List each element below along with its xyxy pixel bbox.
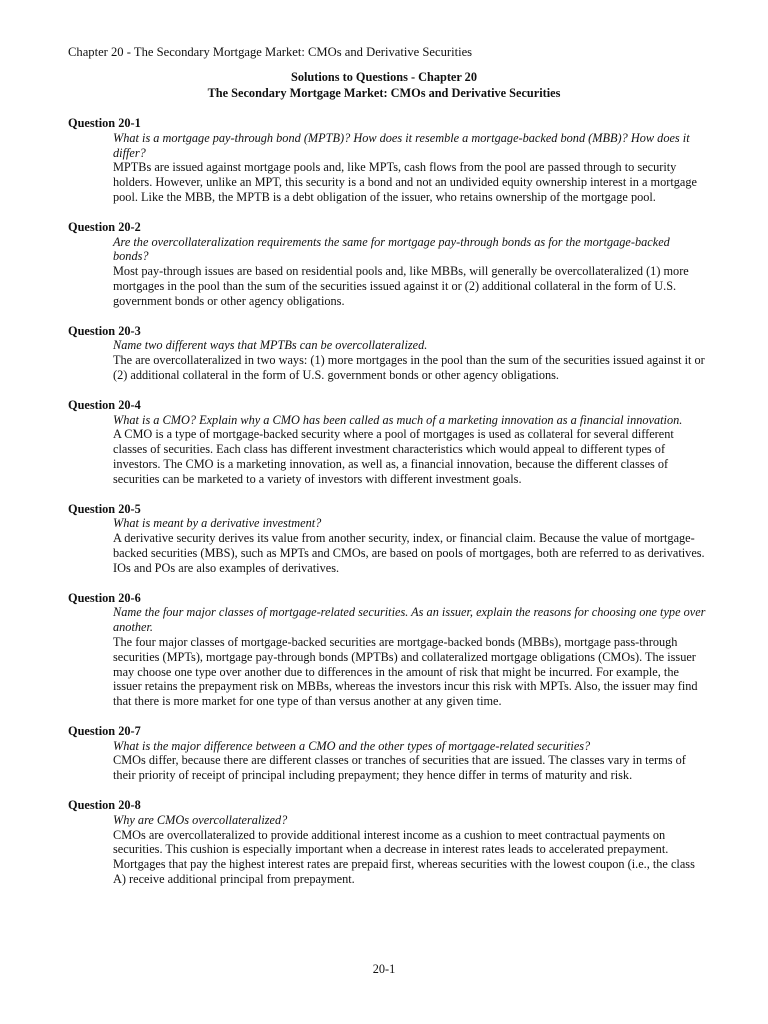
question-block	[68, 398, 708, 487]
title-block	[0, 70, 768, 101]
running-head: Chapter 20 - The Secondary Mortgage Market: CMOs and Derivative Securities	[68, 45, 473, 59]
page-title: Solutions to Questions - Chapter 20	[291, 70, 477, 84]
answer-text: The are overcollateralized in two ways: (1) more mortgages in the pool than the sum of the securities issued against it or (2) additional collateral in the form of U.S. government bonds or other agency obligations.	[113, 353, 705, 382]
question-text: What is a CMO? Explain why a CMO has been called as much of a marketing innovation as a financial innovation.	[113, 412, 683, 427]
question-text: Why are CMOs overcollateralized?	[113, 812, 288, 827]
question-label: Question 20-6	[68, 590, 141, 605]
page-number: 20-1	[372, 962, 396, 976]
answer-text: A CMO is a type of mortgage-backed security where a pool of mortgages is used as collateral for several different classes of securities. Each class has different investment characteristics which would appeal to different types of investors. The CMO is a marketing innovation, as well as, a financial innovation, because the different classes of securities can be marketed to a variety of investors with different investment goals.	[113, 427, 674, 486]
question-block	[68, 220, 708, 309]
question-block	[68, 724, 708, 783]
answer-text: CMOs are overcollateralized to provide additional interest income as a cushion to meet contractual payments on securities. This cushion is especially important when a decrease in interest rates leads to accelerated prepayment. Mortgages that pay the highest interest rates are prepaid first, whereas securities with the lowest coupon (i.e., the class A) receive additional principal from prepayment.	[113, 827, 695, 887]
answer-text: Most pay-through issues are based on residential pools and, like MBBs, will generally be overcollateralized (1) more mortgages in the pool than the sum of the securities issued against it or (2) additional collateral in the form of U.S. government bonds or other agency obligations.	[113, 264, 689, 308]
question-label: Question 20-7	[68, 723, 141, 738]
question-label: Question 20-3	[68, 323, 141, 338]
answer-text: MPTBs are issued against mortgage pools and, like MPTs, cash flows from the pool are passed through to security holders. However, unlike an MPT, this security is a bond and not an undivided equity ownership interest in a mortgage pool. Like the MBB, the MPTB is a debt obligation of the issuer, who retains ownership of the mortgage pool.	[113, 160, 697, 204]
question-block	[68, 324, 708, 383]
question-label: Question 20-5	[68, 501, 141, 516]
question-text: Name the four major classes of mortgage-related securities. As an issuer, explain the reasons for choosing one type over another.	[113, 605, 706, 635]
question-list	[68, 116, 708, 902]
question-block	[68, 116, 708, 205]
question-label: Question 20-1	[68, 116, 141, 130]
question-text: What is the major difference between a CMO and the other types of mortgage-related securities?	[113, 738, 591, 753]
question-label: Question 20-2	[68, 219, 141, 234]
question-block	[68, 591, 708, 709]
answer-text: The four major classes of mortgage-backed securities are mortgage-backed bonds (MBBs), mortgage pass-through securities (MPTs), mortgage pay-through bonds (MPTBs) and collateralized mortgage obligations (CMOs). The issuer may choose one type over another due to differences in the amount of risk that might be incurred. For example, the issuer retains the prepayment risk on MBBs, whereas the investors incur this risk with MPTs. Also, the issuer may find that there is more market for one type of than versus another at any given time.	[113, 634, 698, 709]
question-block	[68, 798, 708, 887]
question-block	[68, 502, 708, 576]
question-text: What is meant by a derivative investment?	[113, 516, 322, 531]
question-label: Question 20-8	[68, 798, 141, 813]
answer-text: A derivative security derives its value from another security, index, or financial claim. Because the value of mortgage-backed securities (MBS), such as MPTs and CMOs, are based on pools of mortgages, both are referred to as derivatives. IOs and POs are also examples of derivatives.	[113, 531, 705, 575]
question-text: What is a mortgage pay-through bond (MPTB)? How does it resemble a mortgage-backed bond (MBB)? How does it differ?	[113, 130, 690, 160]
answer-text: CMOs differ, because there are different classes or tranches of securities that are issued. The classes vary in terms of their priority of receipt of principal including prepayment; they hence differ in terms of maturity and risk.	[113, 753, 686, 783]
question-text: Name two different ways that MPTBs can be overcollateralized.	[113, 338, 428, 353]
question-label: Question 20-4	[68, 397, 141, 412]
page-subtitle: The Secondary Mortgage Market: CMOs and Derivative Securities	[207, 85, 561, 100]
question-text: Are the overcollateralization requirements the same for mortgage pay-through bonds as for the mortgage-backed bonds?	[113, 234, 670, 264]
